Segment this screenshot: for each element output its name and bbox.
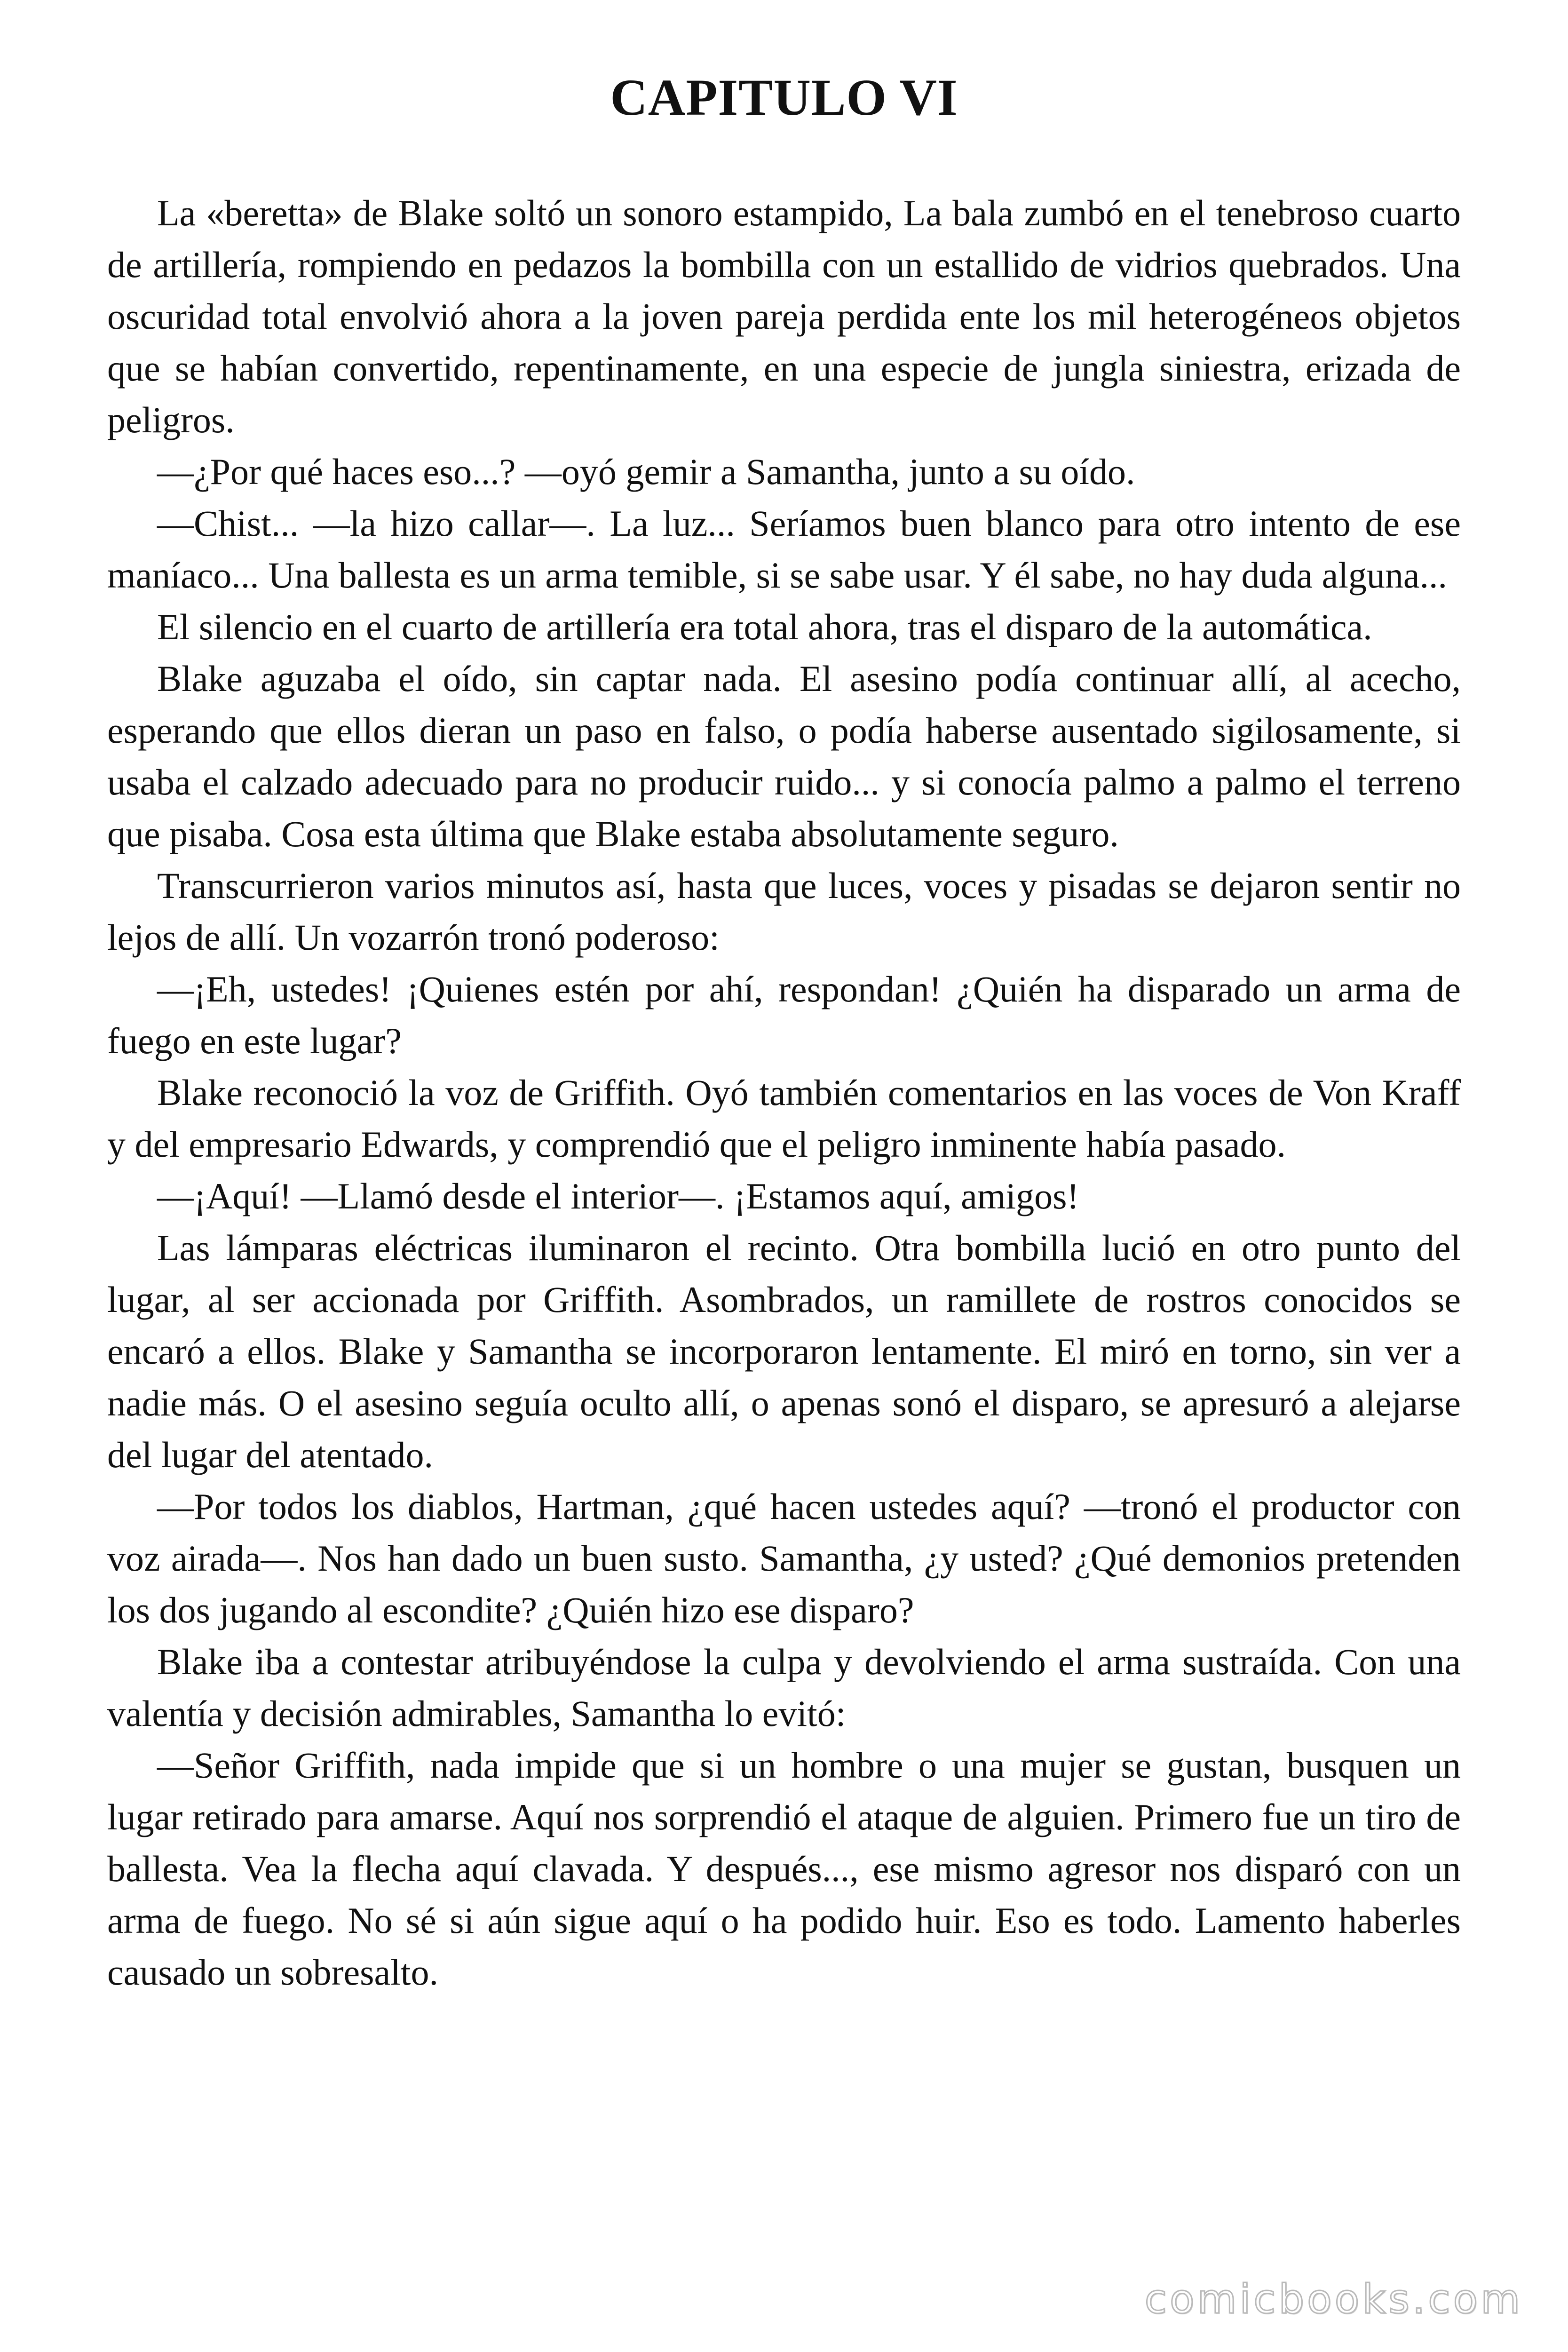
paragraph: —Por todos los diablos, Hartman, ¿qué hacen ustedes aquí? —tronó el productor con voz airada—. Nos han dado un buen susto. Samantha, ¿y usted? ¿Qué demonios pretenden los dos jugando al escondite? ¿Quién hizo ese disparo? [107, 1486, 1461, 1630]
paragraph: Blake iba a contestar atribuyéndose la culpa y devolviendo el arma sustraída. Con una valentía y decisión admirables, Samantha lo evitó: [107, 1641, 1461, 1734]
chapter-body [107, 187, 1461, 1998]
paragraph: —¿Por qué haces eso...? —oyó gemir a Samantha, junto a su oído. [157, 451, 1135, 492]
paragraph: Las lámparas eléctricas iluminaron el recinto. Otra bombilla lució en otro punto del lugar, al ser accionada por Griffith. Asombrados, un ramillete de rostros conocidos se encaró a ellos. Blake y Samantha se incorporaron lentamente. El miró en torno, sin ver a nadie más. O el asesino seguía oculto allí, o apenas sonó el disparo, se apresuró a alejarse del lugar del atentado. [107, 1227, 1461, 1475]
paragraph: —Señor Griffith, nada impide que si un hombre o una mujer se gustan, busquen un lugar retirado para amarse. Aquí nos sorprendió el ataque de alguien. Primero fue un tiro de ballesta. Vea la flecha aquí clavada. Y después..., ese mismo agresor nos disparó con un arma de fuego. No sé si aún sigue aquí o ha podido huir. Eso es todo. Lamento haberles causado un sobresalto. [107, 1745, 1461, 1993]
chapter-title: CAPITULO VI [610, 69, 958, 126]
paragraph: Blake reconoció la voz de Griffith. Oyó también comentarios en las voces de Von Kraff y del empresario Edwards, y comprendió que el peligro inminente había pasado. [107, 1072, 1461, 1165]
paragraph: Transcurrieron varios minutos así, hasta que luces, voces y pisadas se dejaron sentir no lejos de allí. Un vozarrón tronó poderoso: [107, 865, 1461, 958]
book-page [107, 0, 1461, 2352]
watermark: comicbooks.com [1144, 2276, 1523, 2323]
paragraph: El silencio en el cuarto de artillería era total ahora, tras el disparo de la automática. [157, 606, 1372, 647]
paragraph: Blake aguzaba el oído, sin captar nada. El asesino podía continuar allí, al acecho, esperando que ellos dieran un paso en falso, o podía haberse ausentado sigilosamente, si usaba el calzado adecuado para no producir ruido... y si conocía palmo a palmo el terreno que pisaba. Cosa esta última que Blake estaba absolutamente seguro. [107, 658, 1461, 854]
paragraph: —¡Aquí! —Llamó desde el interior—. ¡Estamos aquí, amigos! [157, 1176, 1079, 1216]
paragraph: —Chist... —la hizo callar—. La luz... Seríamos buen blanco para otro intento de ese maníaco... Una ballesta es un arma temible, si se sabe usar. Y él sabe, no hay duda alguna... [107, 503, 1461, 596]
paragraph: —¡Eh, ustedes! ¡Quienes estén por ahí, respondan! ¿Quién ha disparado un arma de fuego en este lugar? [107, 969, 1461, 1061]
paragraph: La «beretta» de Blake soltó un sonoro estampido, La bala zumbó en el tenebroso cuarto de artillería, rompiendo en pedazos la bombilla con un estallido de vidrios quebrados. Una oscuridad total envolvió ahora a la joven pareja perdida ente los mil heterogéneos objetos que se habían convertido, repentinamente, en una especie de jungla siniestra, erizada de peligros. [107, 192, 1461, 440]
